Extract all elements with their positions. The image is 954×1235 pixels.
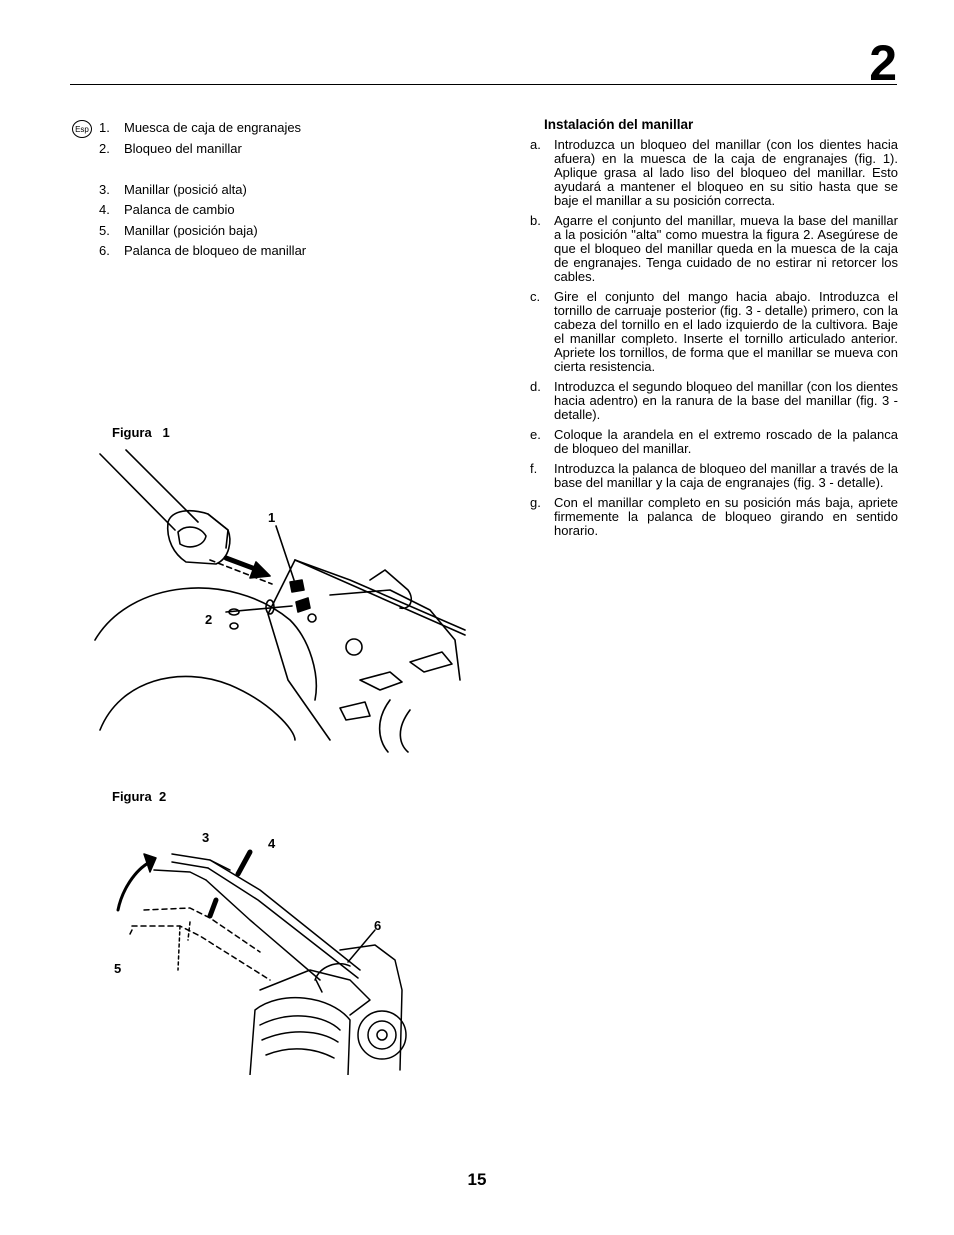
legend-item bbox=[99, 221, 306, 242]
figure-1-callout-1: 1 bbox=[268, 510, 276, 525]
step-letter: c. bbox=[530, 289, 541, 304]
step-text: Introduzca el segundo bloqueo del manillar (con los dientes hacia adentro) en la ranura de la base del manillar (fig. 3 - detalle). bbox=[554, 379, 898, 422]
language-badge: Esp bbox=[72, 120, 92, 138]
step-letter: e. bbox=[530, 427, 541, 442]
step-text: Con el manillar completo en su posición más baja, apriete firmemente la palanca de bloqueo girando en sentido horario. bbox=[554, 495, 898, 538]
parts-legend bbox=[99, 118, 306, 262]
figure-1-drawing bbox=[90, 440, 475, 760]
instructions-section bbox=[530, 117, 898, 544]
legend-item-number: 1. bbox=[99, 120, 110, 135]
step-letter: d. bbox=[530, 379, 541, 394]
step-item bbox=[530, 290, 898, 374]
step-letter: g. bbox=[530, 495, 541, 510]
step-item bbox=[530, 138, 898, 208]
legend-item-text: Manillar (posición baja) bbox=[124, 222, 258, 238]
step-text: Coloque la arandela en el extremo roscado de la palanca de bloqueo del manillar. bbox=[554, 427, 898, 456]
step-letter: b. bbox=[530, 213, 541, 228]
step-text: Introduzca la palanca de bloqueo del manillar a través de la base del manillar y la caja de engranajes (fig. 3 - detalle). bbox=[554, 461, 898, 490]
legend-item bbox=[99, 139, 306, 160]
legend-item-number: 3. bbox=[99, 181, 110, 197]
figure-2-callout-6: 6 bbox=[374, 918, 382, 933]
figure-1-label: Figura 1 bbox=[112, 425, 170, 440]
step-item bbox=[530, 428, 898, 456]
figure-2-callout-5: 5 bbox=[114, 961, 122, 976]
legend-item-text: Palanca de bloqueo de manillar bbox=[124, 243, 307, 258]
legend-item-number: 2. bbox=[99, 140, 110, 156]
step-item bbox=[530, 462, 898, 490]
legend-item-text: Bloqueo del manillar bbox=[124, 140, 242, 156]
legend-item-text: Palanca de cambio bbox=[124, 202, 235, 217]
legend-item-text: Manillar (posició alta) bbox=[124, 181, 247, 197]
step-text: Introduzca un bloqueo del manillar (con los dientes hacia afuera) en la muesca de la caja de engranajes (fig. 1). Aplique grasa al lado liso del bloqueo del manillar. Esto ayudará a mantener el bloqueo en su sitio hasta que se baje el manillar a su posición correcta. bbox=[554, 137, 898, 208]
step-item bbox=[530, 496, 898, 538]
legend-item-text: Muesca de caja de engranajes bbox=[124, 120, 302, 135]
legend-item bbox=[99, 118, 306, 139]
legend-item-number: 6. bbox=[99, 243, 110, 258]
step-letter: f. bbox=[530, 461, 538, 476]
figure-2-callout-3: 3 bbox=[202, 830, 210, 845]
step-letter: a. bbox=[530, 137, 541, 152]
page-number: 15 bbox=[467, 1170, 487, 1189]
steps-list bbox=[530, 138, 898, 538]
legend-item bbox=[99, 180, 306, 201]
legend-item-number: 5. bbox=[99, 222, 110, 238]
step-item bbox=[530, 214, 898, 284]
figure-2-callout-4: 4 bbox=[268, 836, 276, 851]
step-text: Agarre el conjunto del manillar, mueva la base del manillar a la posición "alta" como muestra la figura 2. Asegúrese de que el bloqueo del manillar queda en la muesca de la caja de engranajes. Tenga cuidado de no estirar ni retorcer los cables. bbox=[554, 213, 898, 284]
figure-1-callout-2: 2 bbox=[205, 612, 213, 627]
figure-2-drawing bbox=[110, 830, 410, 1075]
step-text: Gire el conjunto del mango hacia abajo. Introduzca el tornillo de carruaje posterior (fig. 3 - detalle) primero, con la cabeza del tornillo en el lado izquierdo de la cultivora. Baje el manillar completo. Inserte el tornillo articulado anterior. Apriete los tornillos, de forma que el manillar se mueva con cierta resistencia. bbox=[554, 289, 898, 374]
legend-item-number: 4. bbox=[99, 202, 110, 217]
legend-item bbox=[99, 241, 306, 262]
header-rule bbox=[70, 84, 897, 85]
step-item bbox=[530, 380, 898, 422]
figure-2-label: Figura 2 bbox=[112, 789, 167, 804]
section-title: Instalación del manillar bbox=[544, 117, 694, 132]
legend-item bbox=[99, 200, 306, 221]
chapter-number: 2 bbox=[869, 35, 896, 91]
